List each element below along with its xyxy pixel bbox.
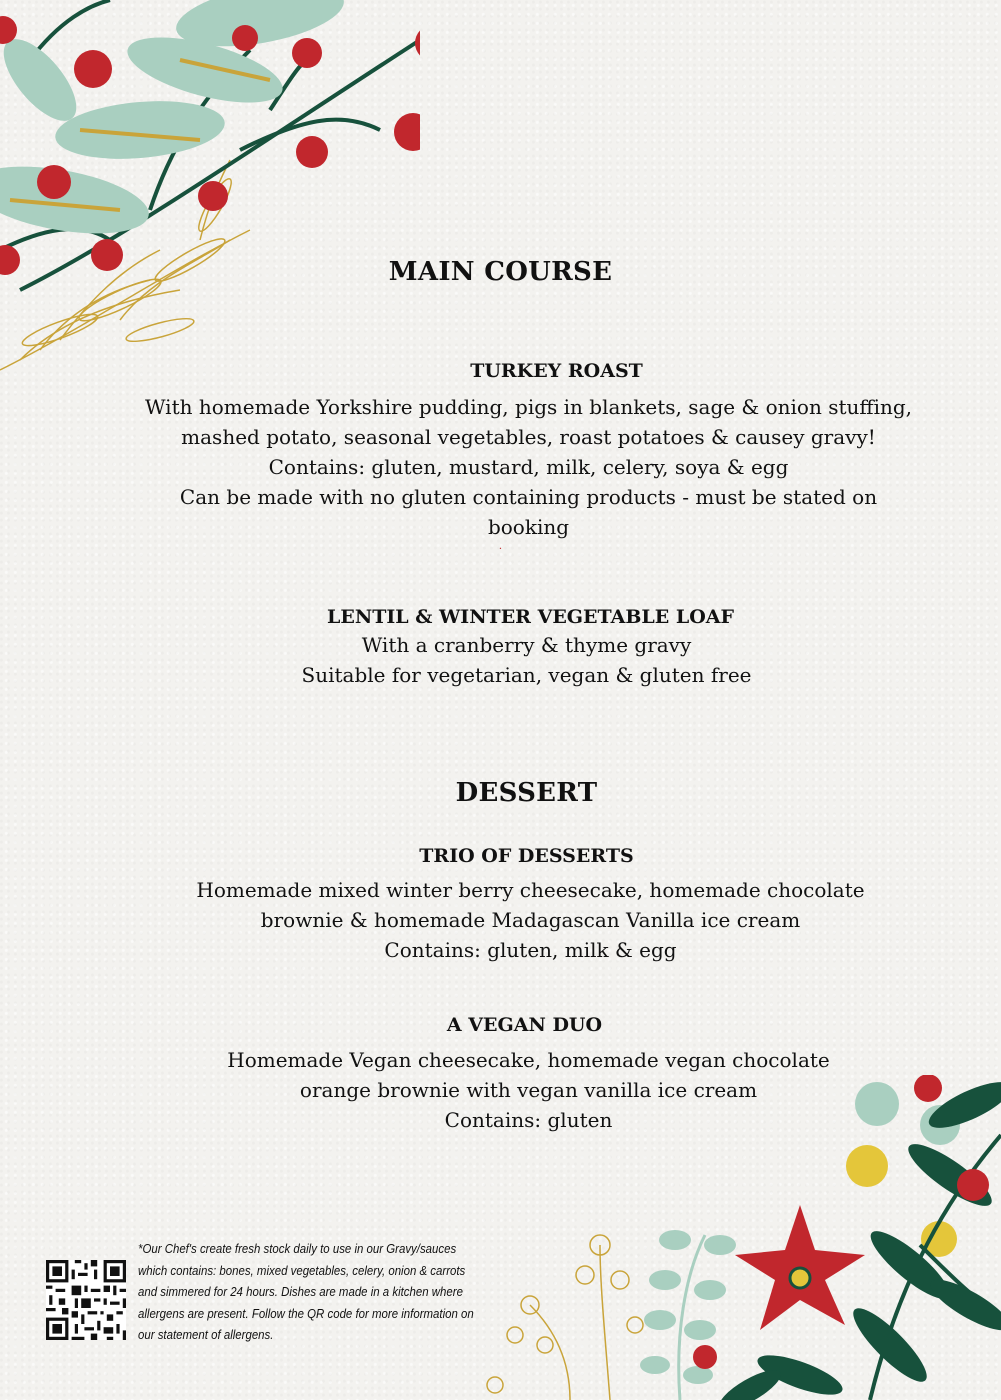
allergen-footnote: *Our Chef's create fresh stock daily to use in our Gravy/sauces which contains: bones, mixed vegetables, celery, onion & carrots and simmered for 24 hours. Dishes are made in a kitchen where allergens are present. Follow the QR code for more information on our statement of allergens. xyxy=(138,1241,474,1342)
dish-desc-line: With a cranberry & thyme gravy xyxy=(361,633,692,657)
dish-allergens: Contains: gluten xyxy=(444,1108,613,1132)
dot-ornament: · xyxy=(498,544,503,555)
holly-berry-branch-icon xyxy=(0,0,420,380)
dish-name: LENTIL & WINTER VEGETABLE LOAF xyxy=(326,606,735,628)
dish-desc-line: booking xyxy=(487,515,570,539)
dish-desc-line: Homemade Vegan cheesecake, homemade vegan chocolate xyxy=(227,1048,830,1072)
dish-allergens: Contains: gluten, milk & egg xyxy=(384,938,677,962)
dish-desc-line: mashed potato, seasonal vegetables, roast potatoes & causey gravy! xyxy=(181,425,876,449)
dish-name: TRIO OF DESSERTS xyxy=(419,845,634,867)
dish-desc-line: orange brownie with vegan vanilla ice cream xyxy=(299,1078,758,1102)
dish-allergens: Contains: gluten, mustard, milk, celery, soya & egg xyxy=(268,455,789,479)
dish-desc-line: brownie & homemade Madagascan Vanilla ice cream xyxy=(260,908,801,932)
dish-desc-line: Suitable for vegetarian, vegan & gluten free xyxy=(301,663,752,687)
qr-code-icon[interactable] xyxy=(46,1260,126,1340)
dish-name: TURKEY ROAST xyxy=(470,360,643,382)
dish-name: A VEGAN DUO xyxy=(446,1014,603,1036)
section-title-dessert: DESSERT xyxy=(455,778,598,808)
section-title-main: MAIN COURSE xyxy=(388,257,613,287)
dish-desc-line: With homemade Yorkshire pudding, pigs in blankets, sage & onion stuffing, xyxy=(144,395,913,419)
dish-desc-line: Can be made with no gluten containing products - must be stated on xyxy=(179,485,878,509)
dish-desc-line: Homemade mixed winter berry cheesecake, homemade chocolate xyxy=(196,878,865,902)
